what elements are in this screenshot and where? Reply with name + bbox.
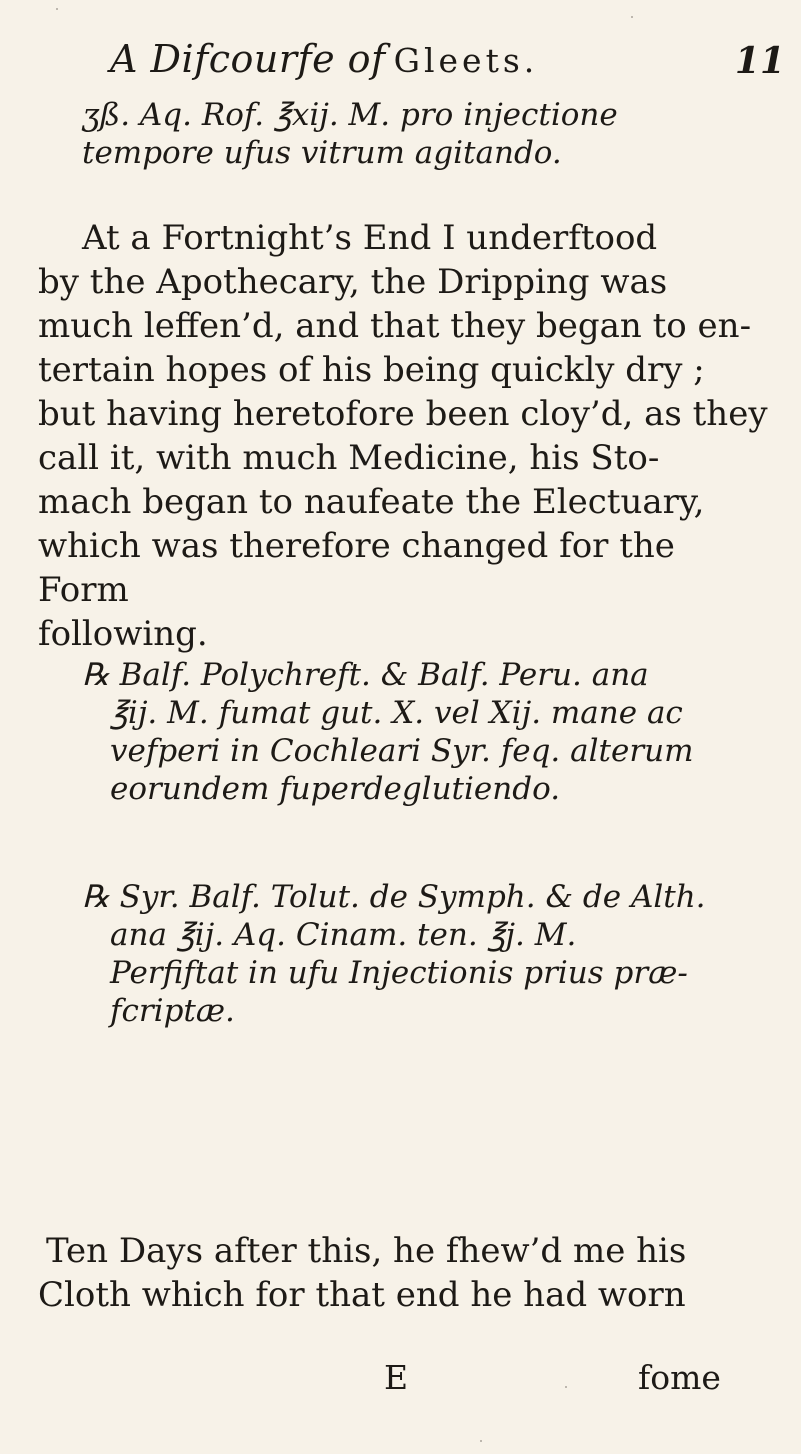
ink-speck [480, 1440, 482, 1442]
recipe-line: Perfiftat in ufu Injectionis prius præ- [110, 955, 688, 991]
prescription-fragment [38, 96, 768, 172]
recipe-line: ℥ij. M. fumat gut. X. vel Xij. mane ac [110, 695, 683, 731]
paragraph-line: by the Apothecary, the Dripping was [38, 262, 668, 302]
paragraph-line: following. [38, 614, 208, 654]
paragraph-line: At a Fortnight’s End I underftood [82, 218, 658, 258]
ink-speck [56, 8, 58, 10]
paragraph-line: Cloth which for that end he had worn [38, 1275, 686, 1315]
running-head-gleets: Gleets. [393, 41, 539, 80]
paragraph-line: Ten Days after this, he fhew’d me his [46, 1231, 687, 1271]
paragraph-fortnight [38, 216, 768, 656]
paragraph-line: which was therefore changed for the Form [38, 526, 686, 610]
running-head-title: A Difcourfe of [110, 37, 386, 81]
recipe-line: eorundem fuperdeglutiendo. [110, 771, 561, 807]
recipe-line: ℞ Balf. Polychreft. & Balf. Peru. ana [82, 657, 649, 693]
recipe-line: fcriptæ. [110, 993, 235, 1029]
paragraph-ten-days [38, 1229, 768, 1317]
paragraph-line: mach began to naufeate the Electuary, [38, 482, 705, 522]
paragraph-line: tertain hopes of his being quickly dry ; [38, 350, 705, 390]
running-head [110, 38, 690, 82]
prescription-line-2: tempore ufus vitrum agitando. [82, 135, 562, 171]
recipe-line: ana ℥ij. Aq. Cinam. ten. ℥j. M. [110, 917, 577, 953]
recipe-line: vefperi in Cochleari Syr. feq. alterum [110, 733, 694, 769]
paragraph-line: but having heretofore been cloy’d, as they [38, 394, 768, 434]
ink-speck [631, 16, 633, 18]
recipe-electuary [38, 656, 768, 808]
prescription-line-1: ʒß. Aq. Rof. ℥xij. M. pro injectione [82, 97, 618, 133]
catchword: fome [638, 1358, 721, 1397]
recipe-syrup [38, 878, 768, 1030]
recipe-line: ℞ Syr. Balf. Tolut. de Symph. & de Alth. [82, 879, 706, 915]
ink-speck [565, 1386, 567, 1388]
page-number: 11 [734, 40, 785, 82]
paragraph-line: call it, with much Medicine, his Sto- [38, 438, 660, 478]
paragraph-line: much leffen’d, and that they began to en- [38, 306, 752, 346]
signature-mark: E [384, 1358, 409, 1397]
